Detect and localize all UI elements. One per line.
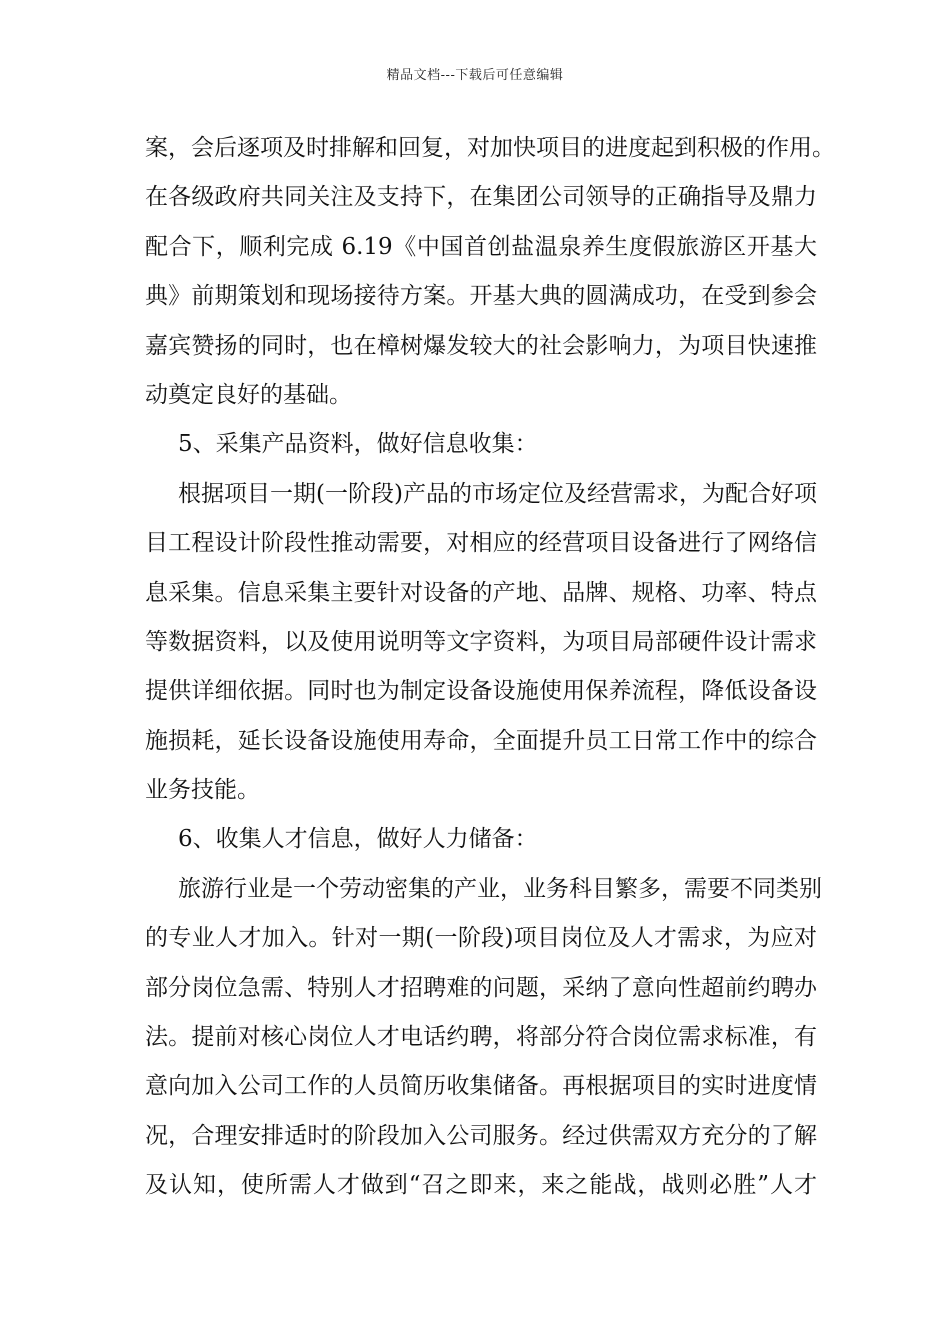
text-line: 的专业人才加入。针对一期(一阶段)项目岗位及人才需求，为应对: [145, 925, 817, 952]
text-line: 目工程设计阶段性推动需要，对相应的经营项目设备进行了网络信: [145, 530, 817, 557]
text-line: 在各级政府共同关注及支持下，在集团公司领导的正确指导及鼎力: [145, 184, 817, 211]
section-heading: 5、采集产品资料，做好信息收集：: [178, 431, 538, 458]
text-line: 法。提前对核心岗位人才电话约聘，将部分符合岗位需求标准，有: [145, 1024, 817, 1051]
text-line: 业务技能。: [145, 777, 260, 804]
page-header: 精品文档---下载后可任意编辑: [386, 68, 564, 83]
text-line: 等数据资料，以及使用说明等文字资料，为项目局部硬件设计需求: [145, 628, 817, 655]
text-line: 意向加入公司工作的人员简历收集储备。再根据项目的实时进度情: [145, 1073, 817, 1100]
text-line: 配合下，顺利完成 6.19《中国首创盐温泉养生度假旅游区开基大: [145, 233, 817, 260]
document-body: [145, 130, 835, 1217]
text-line: 旅游行业是一个劳动密集的产业，业务科目繁多，需要不同类别: [178, 875, 822, 902]
text-line: 案，会后逐项及时排解和回复，对加快项目的进度起到积极的作用。: [145, 135, 835, 161]
text-line: 提供详细依据。同时也为制定设备设施使用保养流程，降低设备设: [145, 678, 817, 705]
text-line: 及认知，使所需人才做到“召之即来，来之能战，战则必胜”人才: [145, 1172, 817, 1199]
text-line: 况，合理安排适时的阶段加入公司服务。经过供需双方充分的了解: [145, 1122, 817, 1149]
text-line: 动奠定良好的基础。: [145, 381, 352, 408]
text-line: 息采集。信息采集主要针对设备的产地、品牌、规格、功率、特点: [145, 579, 817, 606]
text-line: 部分岗位急需、特别人才招聘难的问题，采纳了意向性超前约聘办: [145, 974, 817, 1001]
text-line: 典》前期策划和现场接待方案。开基大典的圆满成功，在受到参会: [145, 283, 817, 310]
section-heading: 6、收集人才信息，做好人力储备：: [178, 826, 538, 853]
text-line: 施损耗，延长设备设施使用寿命，全面提升员工日常工作中的综合: [145, 727, 817, 754]
text-line: 根据项目一期(一阶段)产品的市场定位及经营需求，为配合好项: [178, 480, 817, 507]
text-line: 嘉宾赞扬的同时，也在樟树爆发较大的社会影响力，为项目快速推: [145, 332, 817, 359]
